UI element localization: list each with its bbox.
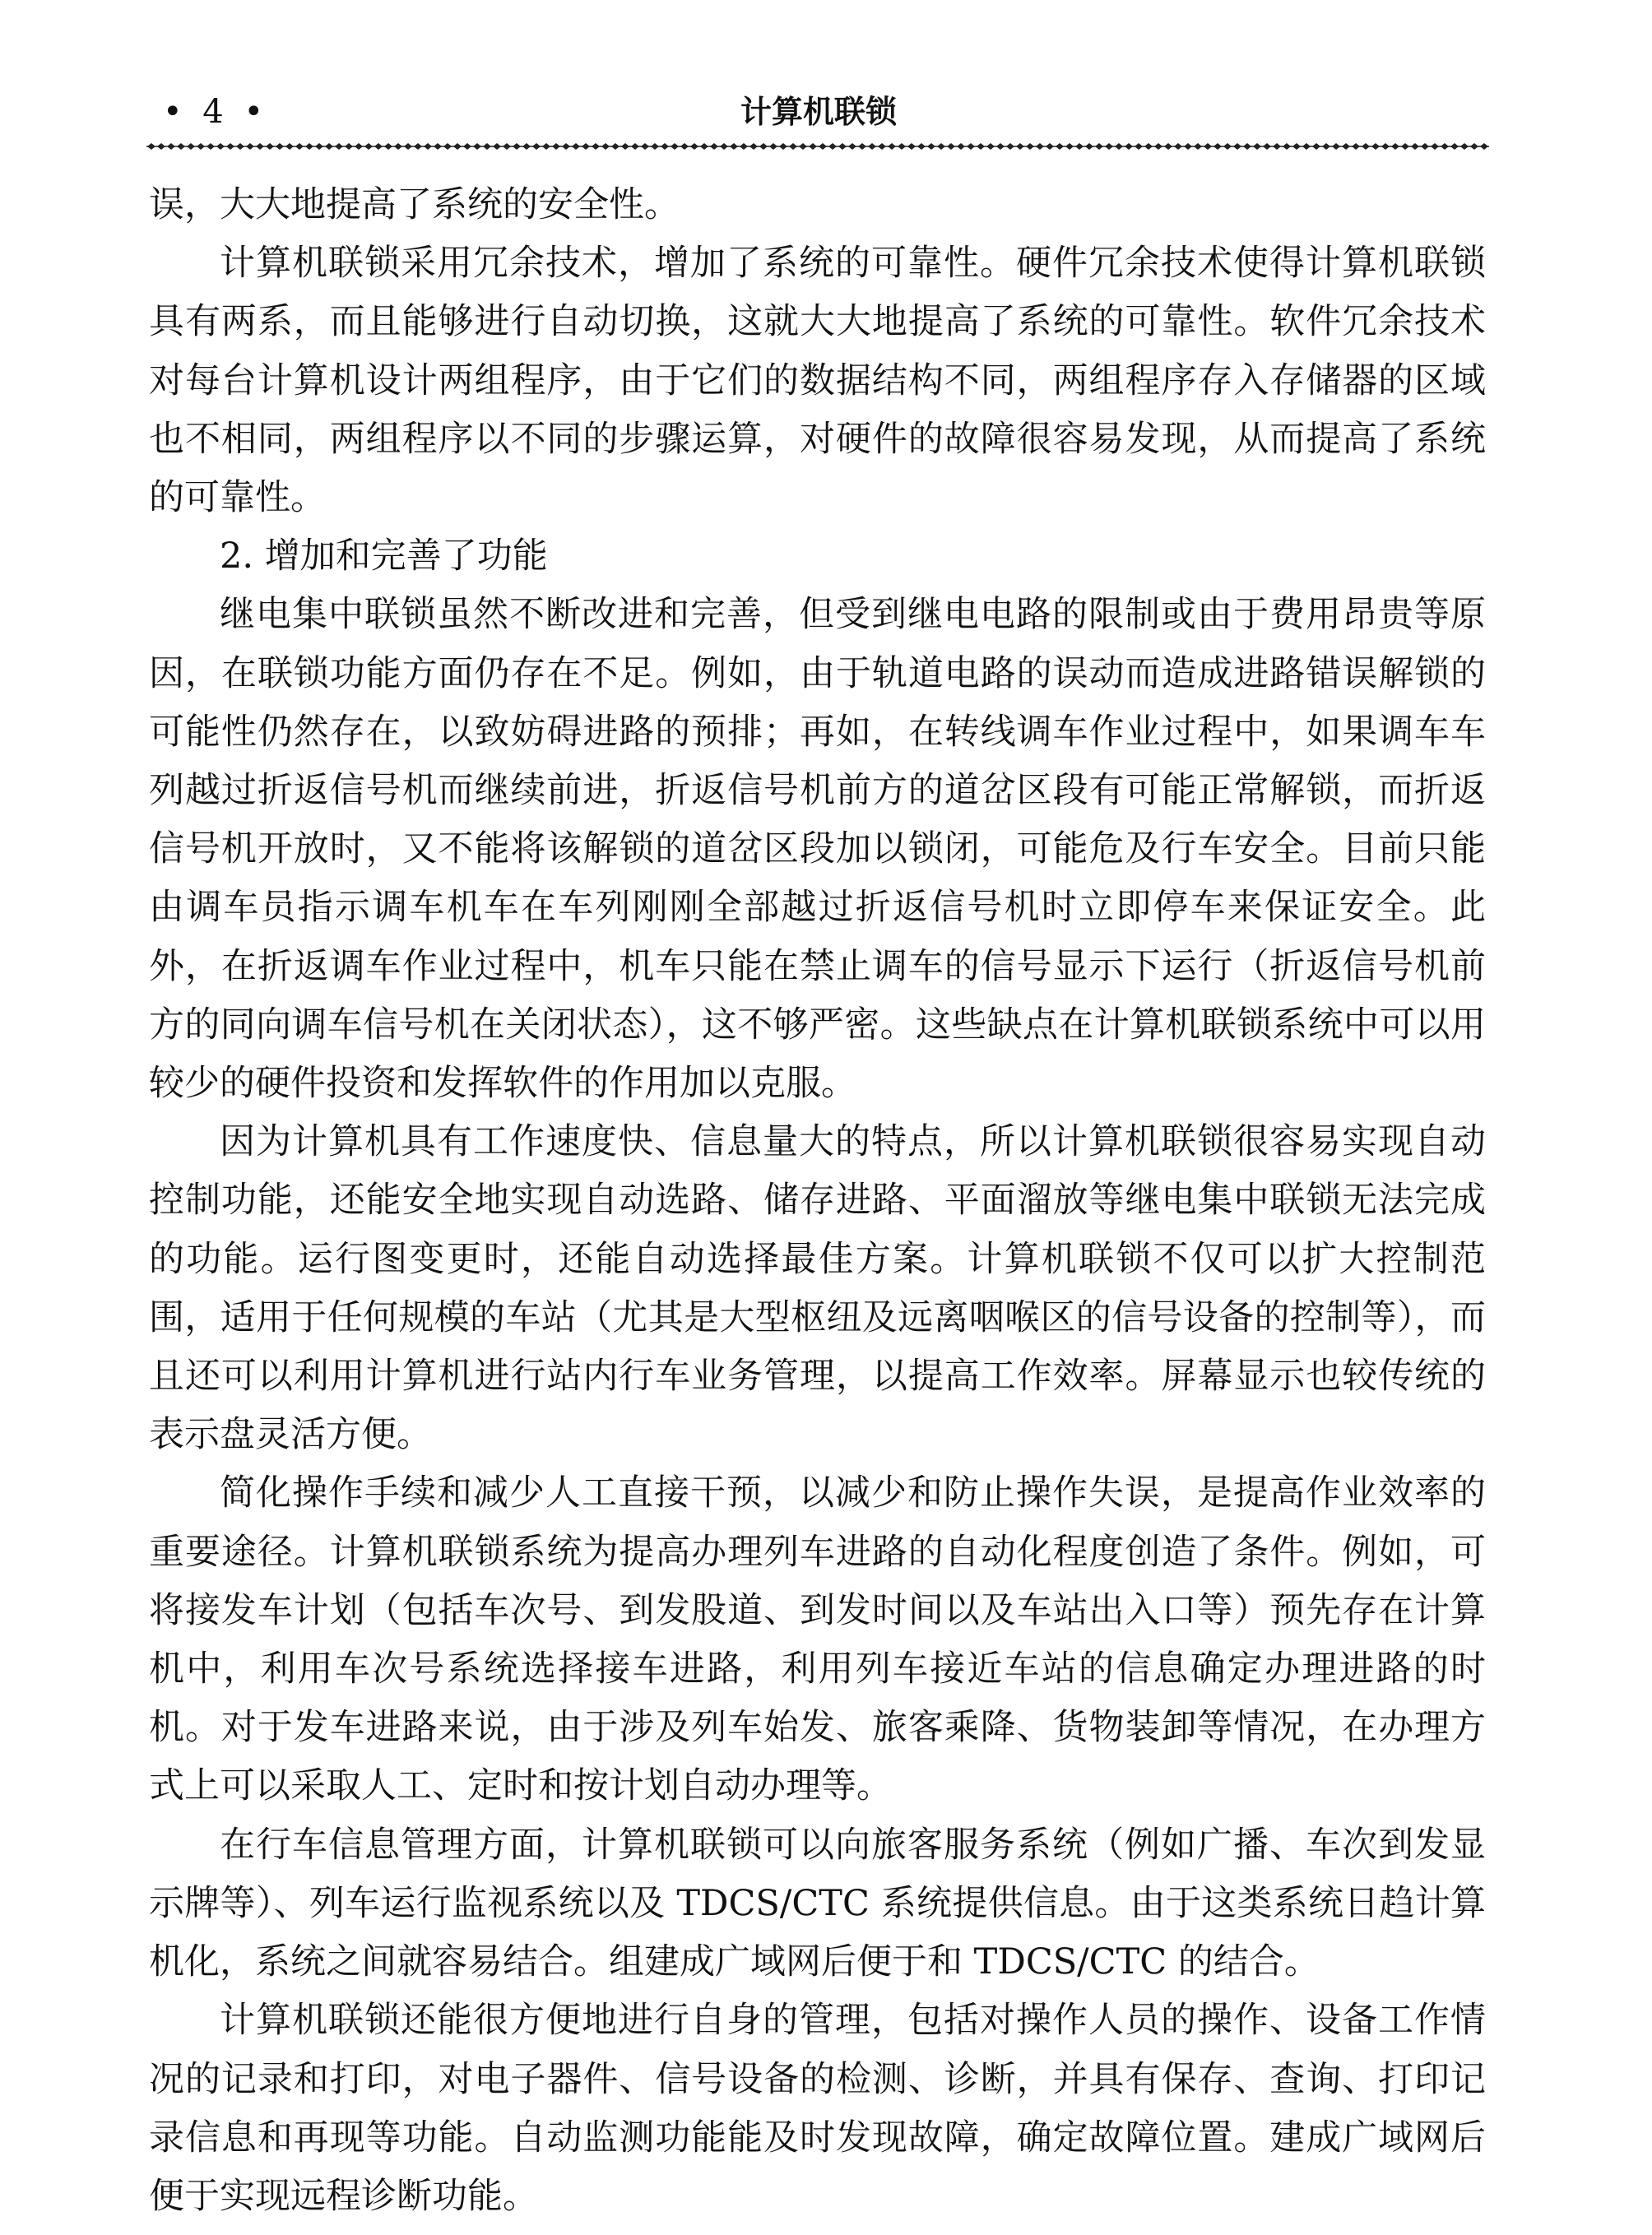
paragraph-redundancy: 计算机联锁采用冗余技术，增加了系统的可靠性。硬件冗余技术使得计算机联锁具有两系，而且能够进行自动切换，这就大大地提高了系统的可靠性。软件冗余技术对每台计算机设计两组程序，由于它们的数据结构不同，两组程序存入存储器的区域也不相同，两组程序以不同的步骤运算，对硬件的故障很容易发现，从而提高了系统的可靠性。: [149, 243, 1486, 519]
decorative-header-rule: [146, 141, 1489, 151]
section-heading: 2. 增加和完善了功能: [220, 536, 548, 577]
paragraph-info-management: 在行车信息管理方面，计算机联锁可以向旅客服务系统（例如广播、车次到发显示牌等）、列车运行监视系统以及 TDCS/CTC 系统提供信息。由于这类系统日趋计算机化，系统之间就容易结合。组建成广域网后便于和 TDCS/CTC 的结合。: [149, 1824, 1486, 1983]
paragraph-self-management: 计算机联锁还能很方便地进行自身的管理，包括对操作人员的操作、设备工作情况的记录和打印，对电子器件、信号设备的检测、诊断，并具有保存、查询、打印记录信息和再现等功能。自动监测功能能及时发现故障，确定故障位置。建成广域网后便于实现远程诊断功能。: [149, 2000, 1486, 2217]
page-number: • 4 •: [163, 93, 269, 131]
paragraph-continued: 误，大大地提高了系统的安全性。: [149, 184, 680, 225]
running-title: 计算机联锁: [740, 94, 897, 130]
paragraph-automation: 因为计算机具有工作速度快、信息量大的特点，所以计算机联锁很容易实现自动控制功能，还能安全地实现自动选路、储存进路、平面溜放等继电集中联锁无法完成的功能。运行图变更时，还能自动选择最佳方案。计算机联锁不仅可以扩大控制范围，适用于任何规模的车站（尤其是大型枢纽及远离咽喉区的信号设备的控制等），而且还可以利用计算机进行站内行车业务管理，以提高工作效率。屏幕显示也较传统的表示盘灵活方便。: [149, 1121, 1486, 1456]
paragraph-simplified-operation: 简化操作手续和减少人工直接干预，以减少和防止操作失误，是提高作业效率的重要途径。计算机联锁系统为提高办理列车进路的自动化程度创造了条件。例如，可将接发车计划（包括车次号、到发股道、到发时间以及车站出入口等）预先存在计算机中，利用车次号系统选择接车进路，利用列车接近车站的信息确定办理进路的时机。对于发车进路来说，由于涉及列车始发、旅客乘降、货物装卸等情况，在办理方式上可以采取人工、定时和按计划自动办理等。: [149, 1472, 1486, 1807]
body-text: [149, 176, 1486, 2226]
running-header: [148, 89, 1489, 138]
paragraph-relay-limitations: 继电集中联锁虽然不断改进和完善，但受到继电电路的限制或由于费用昂贵等原因，在联锁功能方面仍存在不足。例如，由于轨道电路的误动而造成进路错误解锁的可能性仍然存在，以致妨碍进路的预排；再如，在转线调车作业过程中，如果调车车列越过折返信号机而继续前进，折返信号机前方的道岔区段有可能正常解锁，而折返信号机开放时，又不能将该解锁的道岔区段加以锁闭，可能危及行车安全。目前只能由调车员指示调车机车在车列刚刚全部越过折返信号机时立即停车来保证安全。此外，在折返调车作业过程中，机车只能在禁止调车的信号显示下运行（折返信号机前方的同向调车信号机在关闭状态），这不够严密。这些缺点在计算机联锁系统中可以用较少的硬件投资和发挥软件的作用加以克服。: [149, 594, 1486, 1105]
